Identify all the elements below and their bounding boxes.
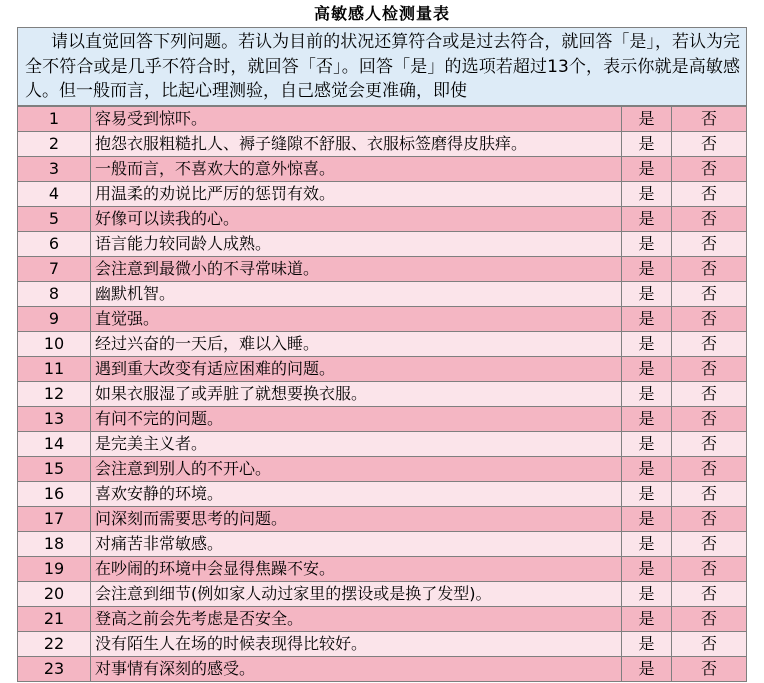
yes-option: 是 — [622, 132, 672, 156]
question-text: 会注意到细节(例如家人动过家里的摆设或是换了发型)。 — [91, 582, 622, 606]
questionnaire-table — [17, 106, 747, 682]
question-number: 10 — [17, 332, 91, 356]
question-text: 如果衣服湿了或弄脏了就想要换衣服。 — [91, 382, 622, 406]
no-option: 否 — [672, 157, 747, 181]
no-option: 否 — [672, 182, 747, 206]
table-row — [17, 407, 747, 432]
no-option: 否 — [672, 332, 747, 356]
no-option: 否 — [672, 657, 747, 681]
yes-option: 是 — [622, 507, 672, 531]
question-number: 19 — [17, 557, 91, 581]
question-text: 是完美主义者。 — [91, 432, 622, 456]
yes-option: 是 — [622, 332, 672, 356]
question-number: 13 — [17, 407, 91, 431]
yes-option: 是 — [622, 457, 672, 481]
question-number: 14 — [17, 432, 91, 456]
no-option: 否 — [672, 232, 747, 256]
no-option: 否 — [672, 432, 747, 456]
question-text: 有问不完的问题。 — [91, 407, 622, 431]
table-row — [17, 432, 747, 457]
question-text: 直觉强。 — [91, 307, 622, 331]
table-row — [17, 557, 747, 582]
no-option: 否 — [672, 532, 747, 556]
question-text: 对事情有深刻的感受。 — [91, 657, 622, 681]
question-text: 容易受到惊吓。 — [91, 107, 622, 131]
table-row — [17, 482, 747, 507]
question-number: 23 — [17, 657, 91, 681]
table-row — [17, 232, 747, 257]
yes-option: 是 — [622, 657, 672, 681]
instructions-text: 请以直觉回答下列问题。若认为目前的状况还算符合或是过去符合，就回答「是」，若认为完全不符合或是几乎不符合时，就回答「否」。回答「是」的选项若超过13个，表示你就是高敏感人。但一般而言，比起心理测验，自己感觉会更准确，即使 — [17, 27, 747, 106]
question-number: 2 — [17, 132, 91, 156]
yes-option: 是 — [622, 157, 672, 181]
no-option: 否 — [672, 257, 747, 281]
question-text: 幽默机智。 — [91, 282, 622, 306]
question-number: 9 — [17, 307, 91, 331]
no-option: 否 — [672, 382, 747, 406]
question-number: 22 — [17, 632, 91, 656]
question-text: 经过兴奋的一天后，难以入睡。 — [91, 332, 622, 356]
no-option: 否 — [672, 282, 747, 306]
table-row — [17, 607, 747, 632]
table-row — [17, 257, 747, 282]
question-text: 好像可以读我的心。 — [91, 207, 622, 231]
no-option: 否 — [672, 307, 747, 331]
table-row — [17, 182, 747, 207]
question-text: 一般而言，不喜欢大的意外惊喜。 — [91, 157, 622, 181]
question-number: 16 — [17, 482, 91, 506]
question-number: 1 — [17, 107, 91, 131]
table-row — [17, 207, 747, 232]
table-row — [17, 307, 747, 332]
yes-option: 是 — [622, 232, 672, 256]
table-row — [17, 457, 747, 482]
question-number: 4 — [17, 182, 91, 206]
table-row — [17, 282, 747, 307]
yes-option: 是 — [622, 207, 672, 231]
no-option: 否 — [672, 557, 747, 581]
yes-option: 是 — [622, 582, 672, 606]
yes-option: 是 — [622, 432, 672, 456]
question-text: 遇到重大改变有适应困难的问题。 — [91, 357, 622, 381]
no-option: 否 — [672, 582, 747, 606]
yes-option: 是 — [622, 382, 672, 406]
question-text: 喜欢安静的环境。 — [91, 482, 622, 506]
yes-option: 是 — [622, 357, 672, 381]
yes-option: 是 — [622, 282, 672, 306]
question-number: 12 — [17, 382, 91, 406]
table-row — [17, 357, 747, 382]
question-number: 18 — [17, 532, 91, 556]
no-option: 否 — [672, 132, 747, 156]
question-number: 8 — [17, 282, 91, 306]
table-row — [17, 507, 747, 532]
yes-option: 是 — [622, 482, 672, 506]
question-text: 抱怨衣服粗糙扎人、褥子缝隙不舒服、衣服标签磨得皮肤痒。 — [91, 132, 622, 156]
question-text: 会注意到别人的不开心。 — [91, 457, 622, 481]
no-option: 否 — [672, 457, 747, 481]
table-row — [17, 157, 747, 182]
yes-option: 是 — [622, 557, 672, 581]
no-option: 否 — [672, 407, 747, 431]
yes-option: 是 — [622, 307, 672, 331]
yes-option: 是 — [622, 182, 672, 206]
table-row — [17, 382, 747, 407]
question-text: 登高之前会先考虑是否安全。 — [91, 607, 622, 631]
question-text: 会注意到最微小的不寻常味道。 — [91, 257, 622, 281]
table-row — [17, 657, 747, 682]
no-option: 否 — [672, 357, 747, 381]
question-text: 用温柔的劝说比严厉的惩罚有效。 — [91, 182, 622, 206]
question-number: 3 — [17, 157, 91, 181]
question-number: 15 — [17, 457, 91, 481]
question-number: 21 — [17, 607, 91, 631]
no-option: 否 — [672, 632, 747, 656]
question-number: 11 — [17, 357, 91, 381]
question-text: 对痛苦非常敏感。 — [91, 532, 622, 556]
table-row — [17, 582, 747, 607]
no-option: 否 — [672, 507, 747, 531]
table-row — [17, 332, 747, 357]
question-text: 语言能力较同龄人成熟。 — [91, 232, 622, 256]
question-number: 17 — [17, 507, 91, 531]
no-option: 否 — [672, 607, 747, 631]
question-text: 在吵闹的环境中会显得焦躁不安。 — [91, 557, 622, 581]
yes-option: 是 — [622, 107, 672, 131]
yes-option: 是 — [622, 407, 672, 431]
question-text: 没有陌生人在场的时候表现得比较好。 — [91, 632, 622, 656]
no-option: 否 — [672, 207, 747, 231]
no-option: 否 — [672, 482, 747, 506]
yes-option: 是 — [622, 607, 672, 631]
question-number: 5 — [17, 207, 91, 231]
table-row — [17, 132, 747, 157]
no-option: 否 — [672, 107, 747, 131]
table-row — [17, 107, 747, 132]
yes-option: 是 — [622, 532, 672, 556]
page-title: 高敏感人检测量表 — [313, 4, 450, 23]
question-text: 问深刻而需要思考的问题。 — [91, 507, 622, 531]
table-row — [17, 532, 747, 557]
table-row — [17, 632, 747, 657]
question-number: 7 — [17, 257, 91, 281]
question-number: 6 — [17, 232, 91, 256]
yes-option: 是 — [622, 257, 672, 281]
yes-option: 是 — [622, 632, 672, 656]
question-number: 20 — [17, 582, 91, 606]
